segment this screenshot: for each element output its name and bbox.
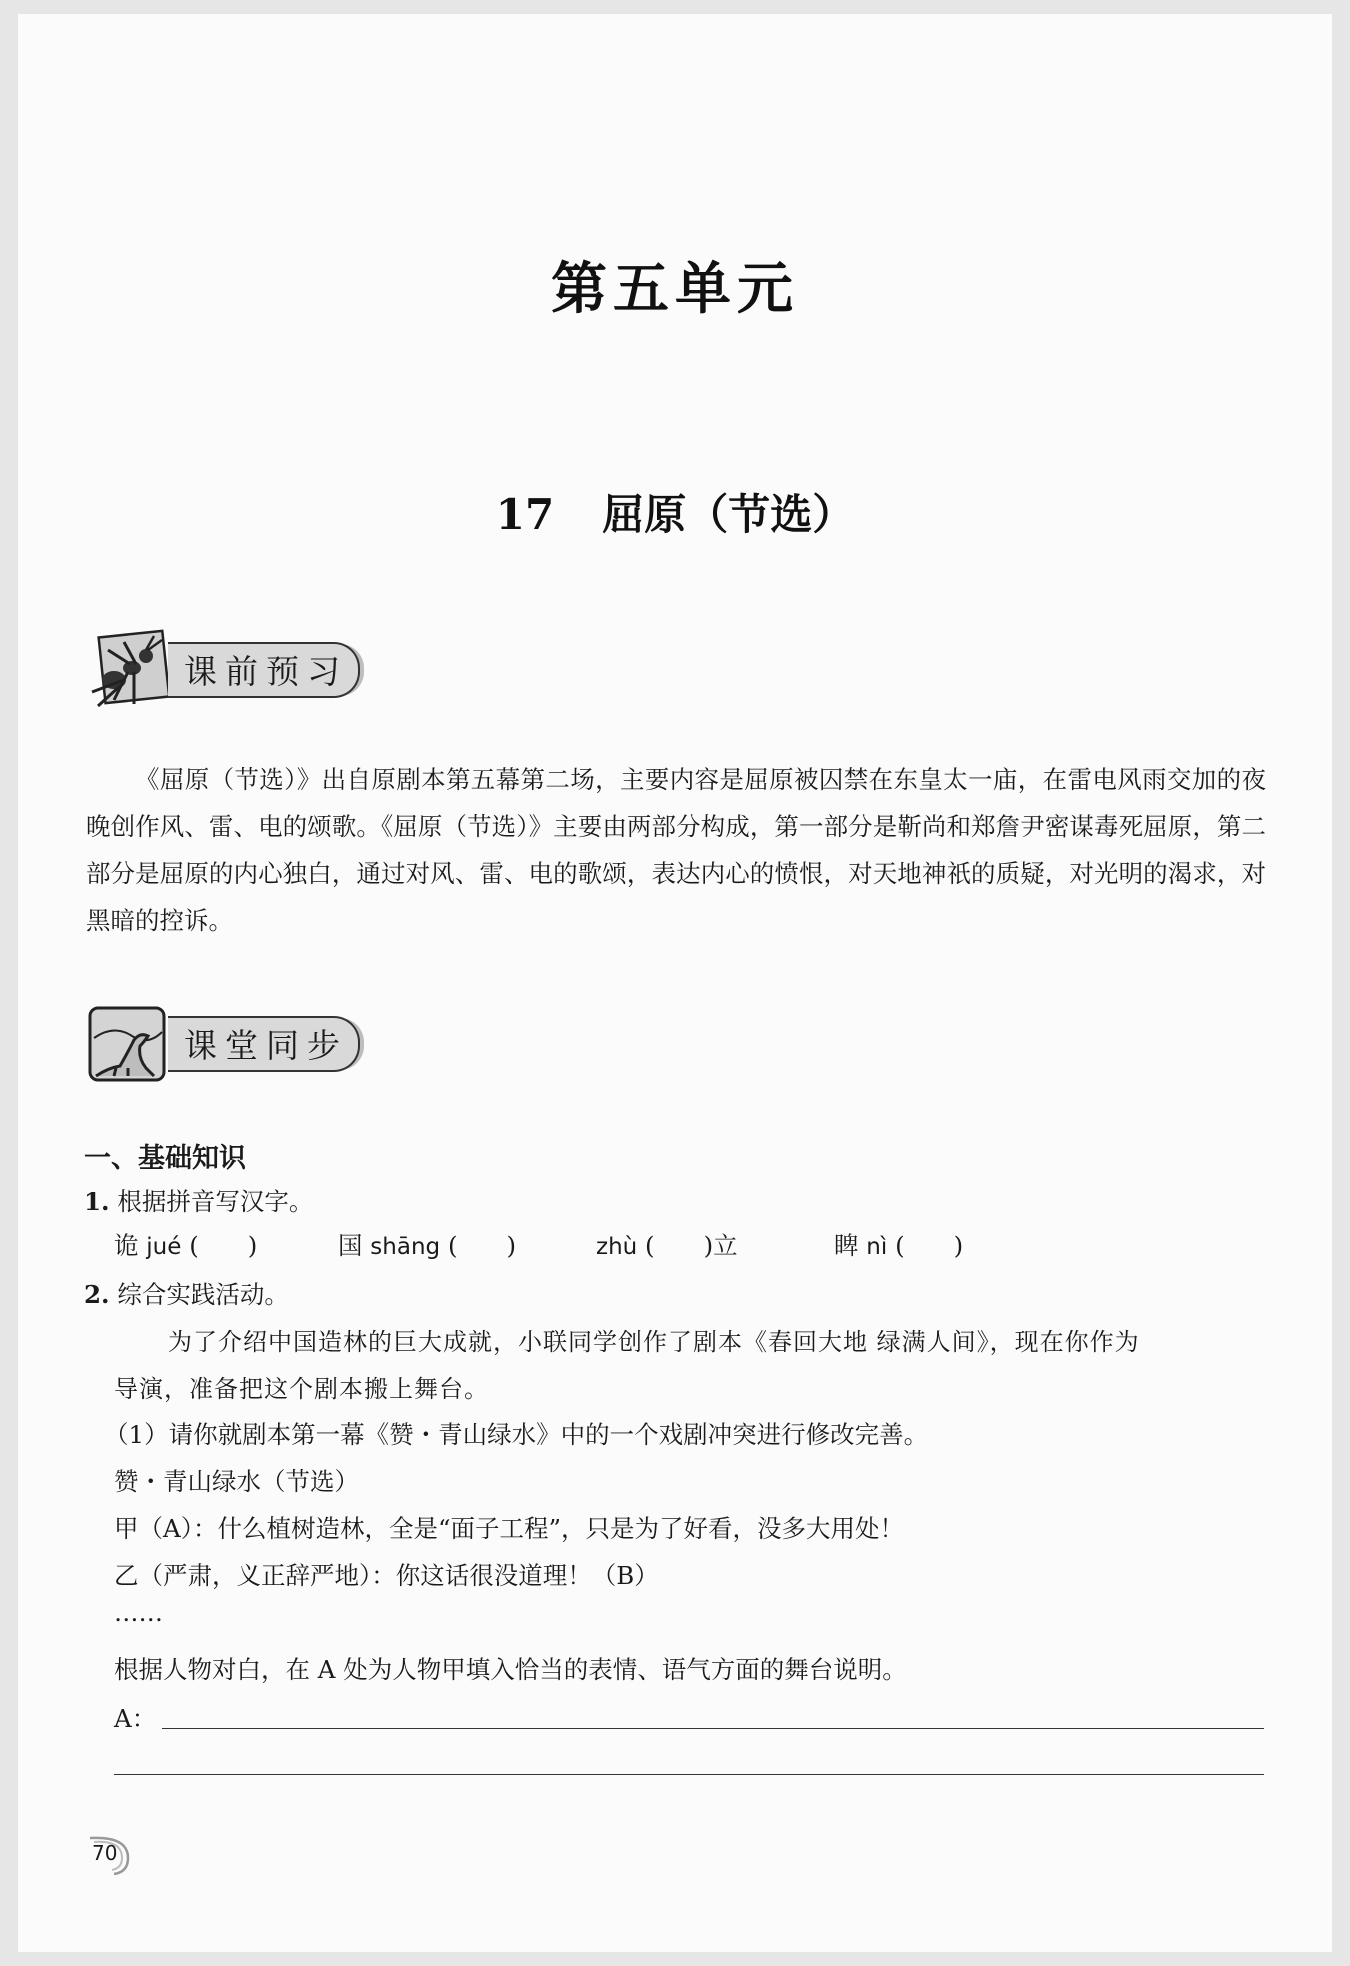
pinyin-blank: ( ) (189, 1231, 258, 1260)
pinyin-item (114, 1227, 257, 1262)
section-banner-preview (84, 620, 384, 720)
pinyin-item (338, 1227, 516, 1262)
dialogue-line-a: 甲（A）：什么植树造林，全是“面子工程”，只是为了好看，没多大用处！ (114, 1514, 904, 1543)
question-2-text: 综合实践活动。 (117, 1280, 289, 1309)
pinyin-item-prefix: 睥 (834, 1231, 859, 1260)
pinyin-blank: ( )立 (645, 1231, 738, 1260)
script-title: 赞・青山绿水（节选） (114, 1467, 359, 1496)
pinyin-item (596, 1227, 738, 1262)
lesson-title (0, 482, 1350, 542)
pinyin-blank: ( ) (895, 1231, 964, 1260)
pinyin-item-prefix: 国 (338, 1231, 363, 1260)
unit-title: 第五单元 (551, 257, 799, 322)
answer-label: A： (114, 1704, 157, 1733)
dinosaur-icon (84, 1002, 176, 1086)
page-number-badge (84, 1832, 134, 1876)
question-1-number: 1. (84, 1187, 110, 1216)
question-2-intro-line2: 导演，准备把这个剧本搬上舞台。 (114, 1375, 489, 1403)
page-number: 70 (92, 1841, 118, 1865)
dialogue-line-b: 乙（严肃，义正辞严地）：你这话很没道理！（B） (114, 1561, 659, 1590)
answer-line-1[interactable] (162, 1728, 1264, 1729)
section-banner-classroom (84, 994, 384, 1094)
question-2-intro-line1: 为了介绍中国造林的巨大成就，小联同学创作了剧本《春回大地 绿满人间》，现在你作为 (168, 1328, 1140, 1356)
pinyin-blank: ( ) (447, 1231, 517, 1260)
instruction-text: 根据人物对白，在 A 处为人物甲填入恰当的表情、语气方面的舞台说明。 (114, 1655, 907, 1684)
lesson-number: 17 (495, 490, 555, 539)
pinyin-text: shāng (370, 1234, 441, 1260)
dialogue-ellipsis: …… (114, 1598, 163, 1627)
preview-paragraph: 《屈原（节选）》出自原剧本第五幕第二场，主要内容是屈原被囚禁在东皇太一庙，在雷电风雨交加的夜晚创作风、雷、电的颂歌。《屈原（节选）》主要由两部分构成，第一部分是靳尚和郑詹尹密谋毒死屈原，第二部分是屈原的内心独白，通过对风、雷、电的歌颂，表达内心的愤恨，对天地神祇的质疑，对光明的渴求，对黑暗的控诉。 (86, 765, 1266, 935)
part-one-heading: 一、基础知识 (84, 1143, 246, 1174)
pinyin-item (834, 1227, 963, 1262)
question-1 (84, 1183, 313, 1218)
section-label-classroom: 课堂同步 (184, 1026, 348, 1065)
question-2 (84, 1276, 289, 1311)
pinyin-text: nì (866, 1234, 888, 1260)
sub-question-1: （1）请你就剧本第一幕《赞・青山绿水》中的一个戏剧冲突进行修改完善。 (104, 1420, 929, 1449)
answer-line-2[interactable] (114, 1774, 1264, 1775)
pinyin-text: jué (146, 1234, 182, 1260)
question-1-text: 根据拼音写汉字。 (117, 1187, 314, 1216)
pinyin-row (114, 1227, 1114, 1267)
pinyin-item-prefix: 诡 (114, 1231, 139, 1260)
question-2-number: 2. (84, 1280, 110, 1309)
section-label-preview: 课前预习 (184, 652, 348, 691)
pinyin-text: zhù (596, 1234, 638, 1260)
ant-icon (84, 628, 176, 712)
lesson-name: 屈原（节选） (602, 490, 855, 539)
